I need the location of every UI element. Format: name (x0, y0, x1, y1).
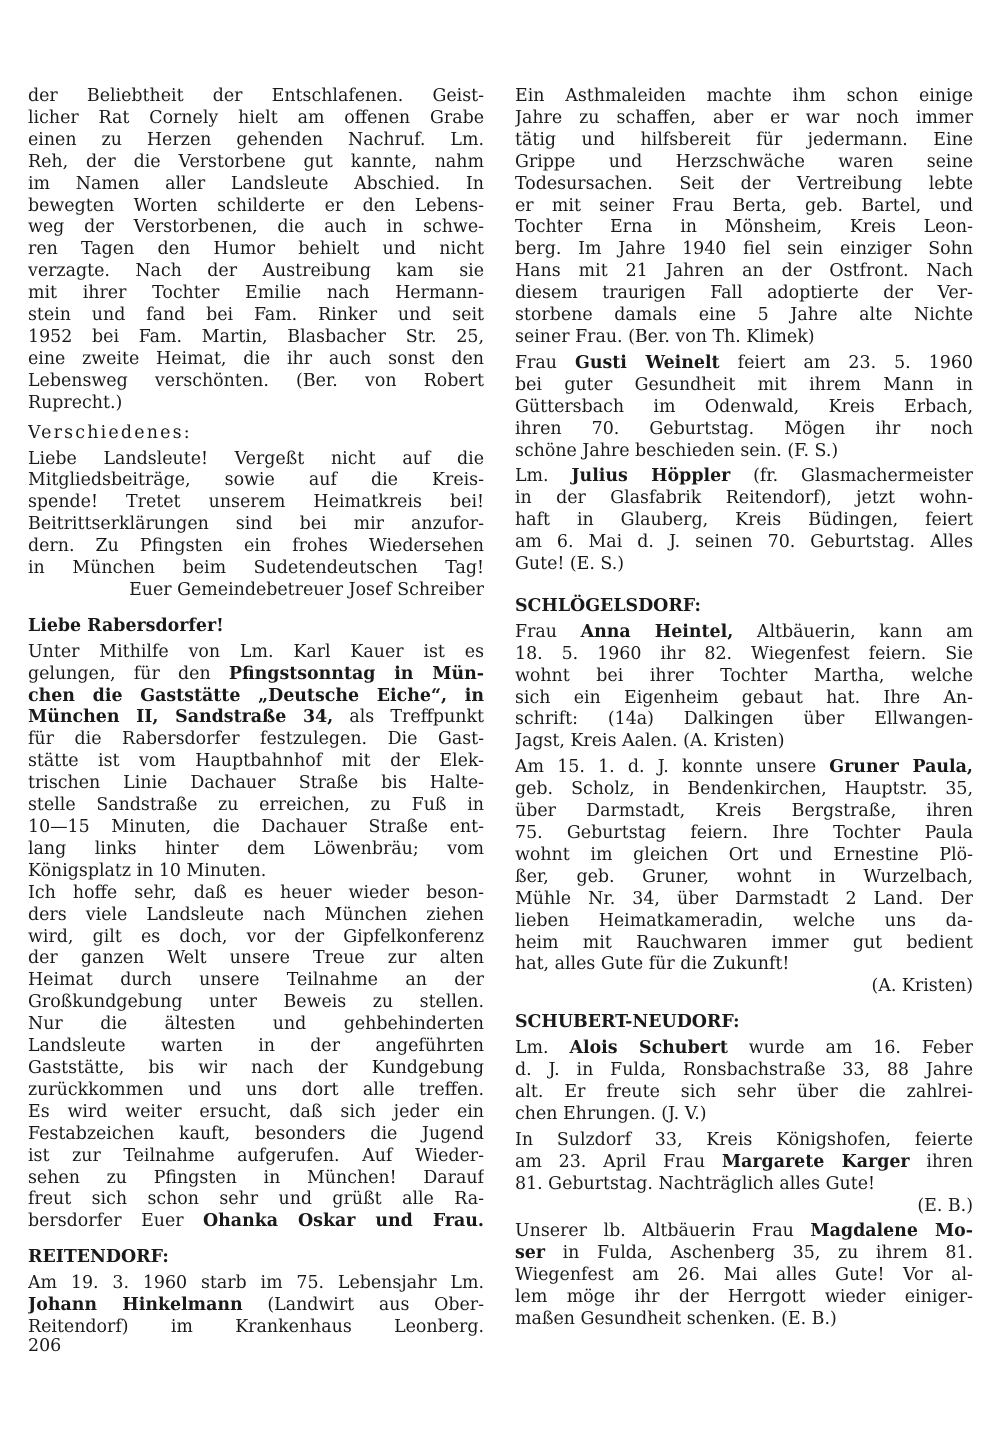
text-line: am 6. Mai d. J. seinen 70. Geburtstag. Alles (515, 532, 973, 553)
text-line: trischen Linie Dachauer Straße bis Halte- (28, 773, 484, 794)
heintel-paragraph (515, 622, 973, 753)
text-line: Frau Anna Heintel, Altbäuerin, kann am (515, 621, 973, 642)
text-line: Reh, der die Verstorbene gut kannte, nahm (28, 151, 484, 172)
text-line: d. J. in Fulda, Ronsbachstraße 33, 88 Jahre (515, 1060, 973, 1081)
text-line: storbene damals eine 5 Jahre alte Nichte (515, 305, 973, 326)
text-line: Heimat durch unsere Teilnahme an der (28, 970, 484, 991)
text-line: Gaststätte, bis wir nach der Kundgebung (28, 1057, 484, 1078)
text-line: Königsplatz in 10 Minuten. (28, 860, 267, 881)
text-line: Todesursachen. Seit der Vertreibung lebte (515, 173, 973, 194)
text-line: für die Rabersdorfer festzulegen. Die Gast- (28, 729, 484, 750)
text-line: Frau Gusti Weinelt feiert am 23. 5. 1960 (515, 352, 973, 373)
text-line: bersdorfer Euer Ohanka Oskar und Frau. (28, 1211, 484, 1232)
rabersdorfer-paragraph-2 (28, 883, 484, 1234)
text-line: Tochter Erna in Mönsheim, Kreis Leon- (515, 217, 973, 238)
text-line: schrift: (14a) Dalkingen über Ellwangen- (515, 709, 973, 730)
moser-paragraph (515, 1221, 973, 1331)
text-line: stein und fand bei Fam. Rinker und seit (28, 305, 484, 326)
text-line: seiner Frau. (Ber. von Th. Klimek) (515, 326, 815, 347)
section-heading-rabersdorfer: Liebe Rabersdorfer! (28, 615, 224, 636)
schubert-paragraph (515, 1038, 973, 1126)
text-line: Landsleute warten in der angeführten (28, 1036, 484, 1057)
text-line: der ganzen Welt unsere Treue zur alten (28, 948, 484, 969)
text-line: schöne Jahre beschieden sein. (F. S.) (515, 440, 839, 461)
karger-paragraph (515, 1130, 973, 1218)
text-line: ser in Fulda, Aschenberg 35, zu ihrem 81. (515, 1243, 973, 1264)
text-line: tätig und hilfsbereit für jedermann. Eine (515, 129, 973, 150)
text-line: eine zweite Heimat, die ihr auch sonst den (28, 348, 484, 369)
text-line: heim mit Rauchwaren immer gut bedient (515, 932, 973, 953)
text-line: Am 15. 1. d. J. konnte unsere Gruner Paula, (515, 757, 973, 778)
section-heading-schubert-neudorf: SCHUBERT-NEUDORF: (515, 1012, 740, 1033)
text-line: über Darmstadt, Kreis Bergstraße, ihren (515, 801, 973, 822)
signature: (A. Kristen) (871, 976, 973, 997)
section-heading-verschiedenes: Verschiedenes: (28, 422, 192, 443)
text-line: Gute! (E. S.) (515, 554, 625, 575)
text-line: diesem traurigen Fall adoptierte der Ver- (515, 283, 973, 304)
text-line: Lm. Alois Schubert wurde am 16. Feber (515, 1038, 973, 1059)
hoeppler-paragraph (515, 466, 973, 576)
text-line: Unserer lb. Altbäuerin Frau Magdalene Mo- (515, 1221, 973, 1242)
text-line: wohnt bei ihrer Tochter Martha, welche (515, 665, 973, 686)
text-line: Großkundgebung unter Beweis zu stellen. (28, 992, 484, 1013)
text-line: Reitendorf) im Krankenhaus Leonberg. (28, 1316, 484, 1337)
text-line: wird, gilt es doch, vor der Gipfelkonferenz (28, 926, 484, 947)
signature: Euer Gemeindebetreuer Josef Schreiber (129, 579, 484, 600)
right-column (515, 86, 973, 1331)
obituary-paragraph (28, 86, 484, 415)
text-line: Lebensweg verschönten. (Ber. von Robert (28, 370, 484, 391)
text-line: berg. Im Jahre 1940 fiel sein einziger Sohn (515, 239, 973, 260)
text-line: im Namen aller Landsleute Abschied. In (28, 173, 484, 194)
asthma-paragraph (515, 86, 973, 349)
text-line: Ruprecht.) (28, 392, 123, 413)
text-line: der Beliebtheit der Entschlafenen. Geist- (28, 86, 484, 106)
reitendorf-paragraph (28, 1273, 484, 1339)
text-line: Ein Asthmaleiden machte ihm schon einige (515, 86, 973, 106)
text-line: freut sich schon sehr und grüßt alle Ra- (28, 1189, 484, 1210)
text-line: weg der Verstorbenen, die auch in schwe- (28, 217, 484, 238)
page-number: 206 (28, 1336, 62, 1356)
text-line: Mühle Nr. 34, über Darmstadt 2 Land. Der (515, 888, 973, 909)
text-line: 1952 bei Fam. Martin, Blasbacher Str. 25, (28, 326, 484, 347)
text-line: alt. Er freute sich sehr über die zahlrei- (515, 1081, 973, 1102)
text-line: Am 19. 3. 1960 starb im 75. Lebensjahr Lm. (28, 1273, 484, 1294)
text-line: 18. 5. 1960 ihr 82. Wiegenfest feiern. Sie (515, 643, 973, 664)
verschiedenes-paragraph (28, 449, 484, 602)
text-line: Hans mit 21 Jahren an der Ostfront. Nach (515, 261, 973, 282)
text-line: mit ihrer Tochter Emilie nach Hermann- (28, 283, 484, 304)
text-line: Festabzeichen kauft, besonders die Jugend (28, 1123, 484, 1144)
text-line: Beitrittserklärungen sind bei mir anzufor- (28, 514, 484, 535)
text-line: spende! Tretet unserem Heimatkreis bei! (28, 492, 484, 513)
text-line: dern. Zu Pfingsten ein frohes Wiedersehen (28, 536, 484, 557)
text-line: stätte ist vom Hauptbahnhof mit der Elek- (28, 751, 484, 772)
text-line: ren Tagen den Humor behielt und nicht (28, 239, 484, 260)
text-line: verzagte. Nach der Austreibung kam sie (28, 261, 484, 282)
text-line: chen Ehrungen. (J. V.) (515, 1103, 707, 1124)
text-line: er mit seiner Frau Berta, geb. Bartel, und (515, 195, 973, 216)
text-line: bei guter Gesundheit mit ihrem Mann in (515, 374, 973, 395)
text-line: stelle Sandstraße zu erreichen, zu Fuß in (28, 795, 484, 816)
text-line: 10—15 Minuten, die Dachauer Straße ent- (28, 817, 484, 837)
text-line: bewegten Worten schilderte er den Lebens- (28, 195, 484, 216)
text-line: Es wird weiter ersucht, daß sich jeder ein (28, 1101, 484, 1122)
text-line: gelungen, für den Pfingstsonntag in Mün- (28, 663, 484, 684)
text-line: am 23. April Frau Margarete Karger ihren (515, 1151, 973, 1172)
text-line: haft in Glauberg, Kreis Büdingen, feiert (515, 510, 973, 531)
text-line: 75. Geburtstag feiern. Ihre Tochter Paula (515, 823, 973, 843)
rabersdorfer-paragraph-1 (28, 642, 484, 883)
text-line: ist zur Teilnahme aufgerufen. Auf Wieder- (28, 1145, 484, 1166)
text-line: licher Rat Cornely hielt am offenen Grabe (28, 107, 484, 128)
text-line: Liebe Landsleute! Vergeßt nicht auf die (28, 448, 484, 469)
text-line: in der Glasfabrik Reitendorf), jetzt wohn- (515, 488, 973, 509)
text-line: ders viele Landsleute nach München ziehen (28, 904, 484, 925)
text-line: einen zu Herzen gehenden Nachruf. Lm. (28, 129, 484, 150)
text-line: Jahre zu schaffen, aber er war noch immer (515, 107, 973, 128)
text-line: Mitgliedsbeiträge, sowie auf die Kreis- (28, 470, 484, 491)
text-line: lieben Heimatkameradin, welche uns da- (515, 910, 973, 931)
weinelt-paragraph (515, 353, 973, 463)
text-line: geb. Scholz, in Bendenkirchen, Hauptstr. 35, (515, 779, 973, 800)
section-heading-schloegelsdorf: SCHLÖGELSDORF: (515, 595, 701, 616)
text-line: 81. Geburtstag. Nachträglich alles Gute! (515, 1173, 875, 1194)
text-line: In Sulzdorf 33, Kreis Königshofen, feierte (515, 1129, 973, 1150)
left-column (28, 86, 484, 1339)
section-heading-reitendorf: REITENDORF: (28, 1247, 169, 1268)
text-line: lang links hinter dem Löwenbräu; vom (28, 838, 484, 859)
text-line: Ich hoffe sehr, daß es heuer wieder beson- (28, 882, 484, 903)
text-line: ßer, geb. Gruner, wohnt in Wurzelbach, (515, 866, 973, 887)
text-line: sehen zu Pfingsten in München! Darauf (28, 1167, 484, 1188)
text-line: Lm. Julius Höppler (fr. Glasmachermeister (515, 466, 973, 487)
text-line: lem möge ihr der Herrgott wieder einiger- (515, 1287, 973, 1308)
text-line: Unter Mithilfe von Lm. Karl Kauer ist es (28, 641, 484, 662)
text-line: in München beim Sudetendeutschen Tag! (28, 558, 484, 579)
gruner-paragraph (515, 757, 973, 998)
text-line: München II, Sandstraße 34, als Treffpunkt (28, 707, 484, 728)
text-line: Jagst, Kreis Aalen. (A. Kristen) (515, 731, 785, 752)
text-line: Grippe und Herzschwäche waren seine (515, 151, 973, 172)
text-line: Johann Hinkelmann (Landwirt aus Ober- (28, 1295, 484, 1316)
text-line: maßen Gesundheit schenken. (E. B.) (515, 1309, 837, 1330)
text-line: Nur die ältesten und gehbehinderten (28, 1014, 484, 1035)
text-line: Güttersbach im Odenwald, Kreis Erbach, (515, 396, 973, 417)
signature: (E. B.) (917, 1195, 973, 1216)
text-line: sich ein Eigenheim gebaut hat. Ihre An- (515, 687, 973, 708)
text-line: hat, alles Gute für die Zukunft! (515, 954, 790, 975)
text-line: Wiegenfest am 26. Mai alles Gute! Vor al- (515, 1265, 973, 1286)
text-line: wohnt im gleichen Ort und Ernestine Plö- (515, 844, 973, 865)
text-line: chen die Gaststätte „Deutsche Eiche“, in (28, 685, 484, 706)
text-line: ihren 70. Geburtstag. Mögen ihr noch (515, 418, 973, 439)
text-line: zurückkommen und uns dort alle treffen. (28, 1079, 484, 1100)
